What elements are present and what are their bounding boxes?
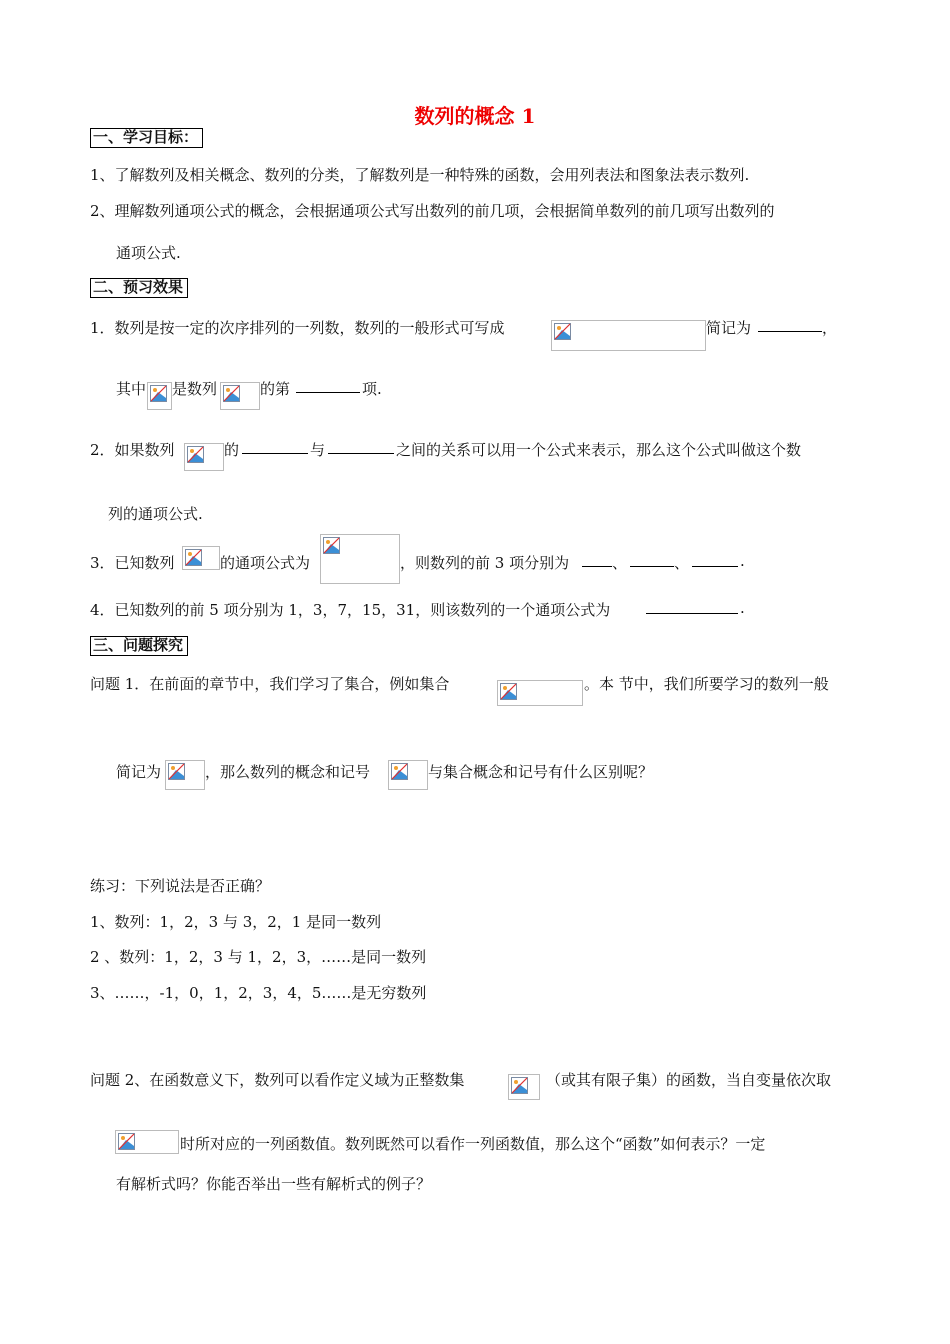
preview-2-of: 的	[224, 441, 240, 459]
formula-image	[147, 382, 172, 410]
page-title: 数列的概念 1	[414, 104, 536, 128]
formula-image	[115, 1130, 179, 1154]
comma: ，	[822, 319, 838, 337]
broken-image-icon	[185, 549, 202, 566]
question-1-mid: ，那么数列的概念和记号	[205, 763, 371, 781]
answer-blank[interactable]	[328, 439, 394, 454]
question-1-end: 与集合概念和记号有什么区别呢？	[428, 763, 654, 781]
goal-2-cont: 通项公式.	[116, 244, 181, 262]
question-1-text: 问题 1．在前面的章节中，我们学习了集合，例如集合	[90, 675, 450, 693]
section-heading-goals: 一、学习目标：	[90, 128, 203, 148]
answer-blank[interactable]	[630, 552, 674, 567]
formula-image	[220, 382, 260, 410]
formula-image	[551, 320, 706, 351]
preview-2-cont: 列的通项公式.	[108, 505, 203, 523]
answer-blank[interactable]	[646, 599, 738, 614]
separator: 、	[612, 554, 628, 572]
preview-2-and: 与	[310, 441, 326, 459]
goal-2: 2、理解数列通项公式的概念，会根据通项公式写出数列的前几项，会根据简单数列的前几项写出数列的	[90, 202, 775, 220]
goal-1: 1、了解数列及相关概念、数列的分类，了解数列是一种特殊的函数，会用列表法和图象法表示数列.	[90, 166, 750, 184]
preview-3-formula-label: 的通项公式为	[220, 554, 311, 572]
question-1-cont: 。本 节中，我们所要学习的数列一般	[584, 675, 829, 693]
exercise-1: 1、数列：1，2，3 与 3，2，1 是同一数列	[90, 913, 382, 931]
preview-1-abbr: 简记为	[706, 319, 752, 337]
broken-image-icon	[554, 323, 571, 340]
preview-2-text: 2．如果数列	[90, 441, 175, 459]
preview-1-item: 项.	[362, 380, 382, 398]
preview-3-rest: ，则数列的前 3 项分别为	[400, 554, 570, 572]
question-2-line3: 有解析式吗？你能否举出一些有解析式的例子？	[116, 1175, 432, 1193]
question-2-line2: 时所对应的一列函数值。数列既然可以看作一列函数值，那么这个“函数”如何表示？一定	[180, 1135, 766, 1153]
broken-image-icon	[500, 683, 517, 700]
exercise-3: 3、……，-1，0，1，2，3，4，5……是无穷数列	[90, 984, 427, 1002]
question-1-abbr: 简记为	[116, 763, 162, 781]
preview-1-th: 的第	[260, 380, 291, 398]
section-heading-inquiry: 三、问题探究	[90, 636, 188, 656]
broken-image-icon	[187, 446, 204, 463]
broken-image-icon	[223, 385, 240, 402]
answer-blank[interactable]	[758, 317, 822, 332]
broken-image-icon	[391, 763, 408, 780]
exercise-heading: 练习：下列说法是否正确？	[90, 877, 271, 895]
formula-image	[182, 546, 220, 570]
preview-3-text: 3．已知数列	[90, 554, 175, 572]
broken-image-icon	[168, 763, 185, 780]
formula-image	[388, 760, 428, 790]
answer-blank[interactable]	[692, 552, 738, 567]
formula-image	[184, 443, 224, 471]
separator: 、	[674, 554, 690, 572]
broken-image-icon	[150, 385, 167, 402]
preview-1-is: 是数列	[172, 380, 218, 398]
preview-4-text: 4．已知数列的前 5 项分别为 1，3，7，15，31，则该数列的一个通项公式为	[90, 601, 611, 619]
formula-image	[497, 680, 583, 706]
formula-image	[165, 760, 205, 790]
period: .	[740, 552, 745, 570]
question-2-cont: （或其有限子集）的函数，当自变量依次取	[546, 1071, 832, 1089]
broken-image-icon	[323, 537, 340, 554]
exercise-2: 2 、数列：1，2，3 与 1，2，3，……是同一数列	[90, 948, 427, 966]
question-2-text: 问题 2、在函数意义下，数列可以看作定义域为正整数集	[90, 1071, 465, 1089]
preview-1-where: 其中	[116, 380, 147, 398]
formula-image	[508, 1074, 540, 1100]
period: .	[740, 599, 745, 617]
formula-image	[320, 534, 400, 584]
preview-1-text: 1．数列是按一定的次序排列的一列数，数列的一般形式可写成	[90, 319, 505, 337]
broken-image-icon	[118, 1133, 135, 1150]
answer-blank[interactable]	[296, 378, 360, 393]
answer-blank[interactable]	[242, 439, 308, 454]
section-heading-preview: 二、预习效果	[90, 278, 188, 298]
answer-blank[interactable]	[582, 552, 612, 567]
preview-2-rest: 之间的关系可以用一个公式来表示，那么这个公式叫做这个数	[396, 441, 802, 459]
broken-image-icon	[511, 1077, 528, 1094]
